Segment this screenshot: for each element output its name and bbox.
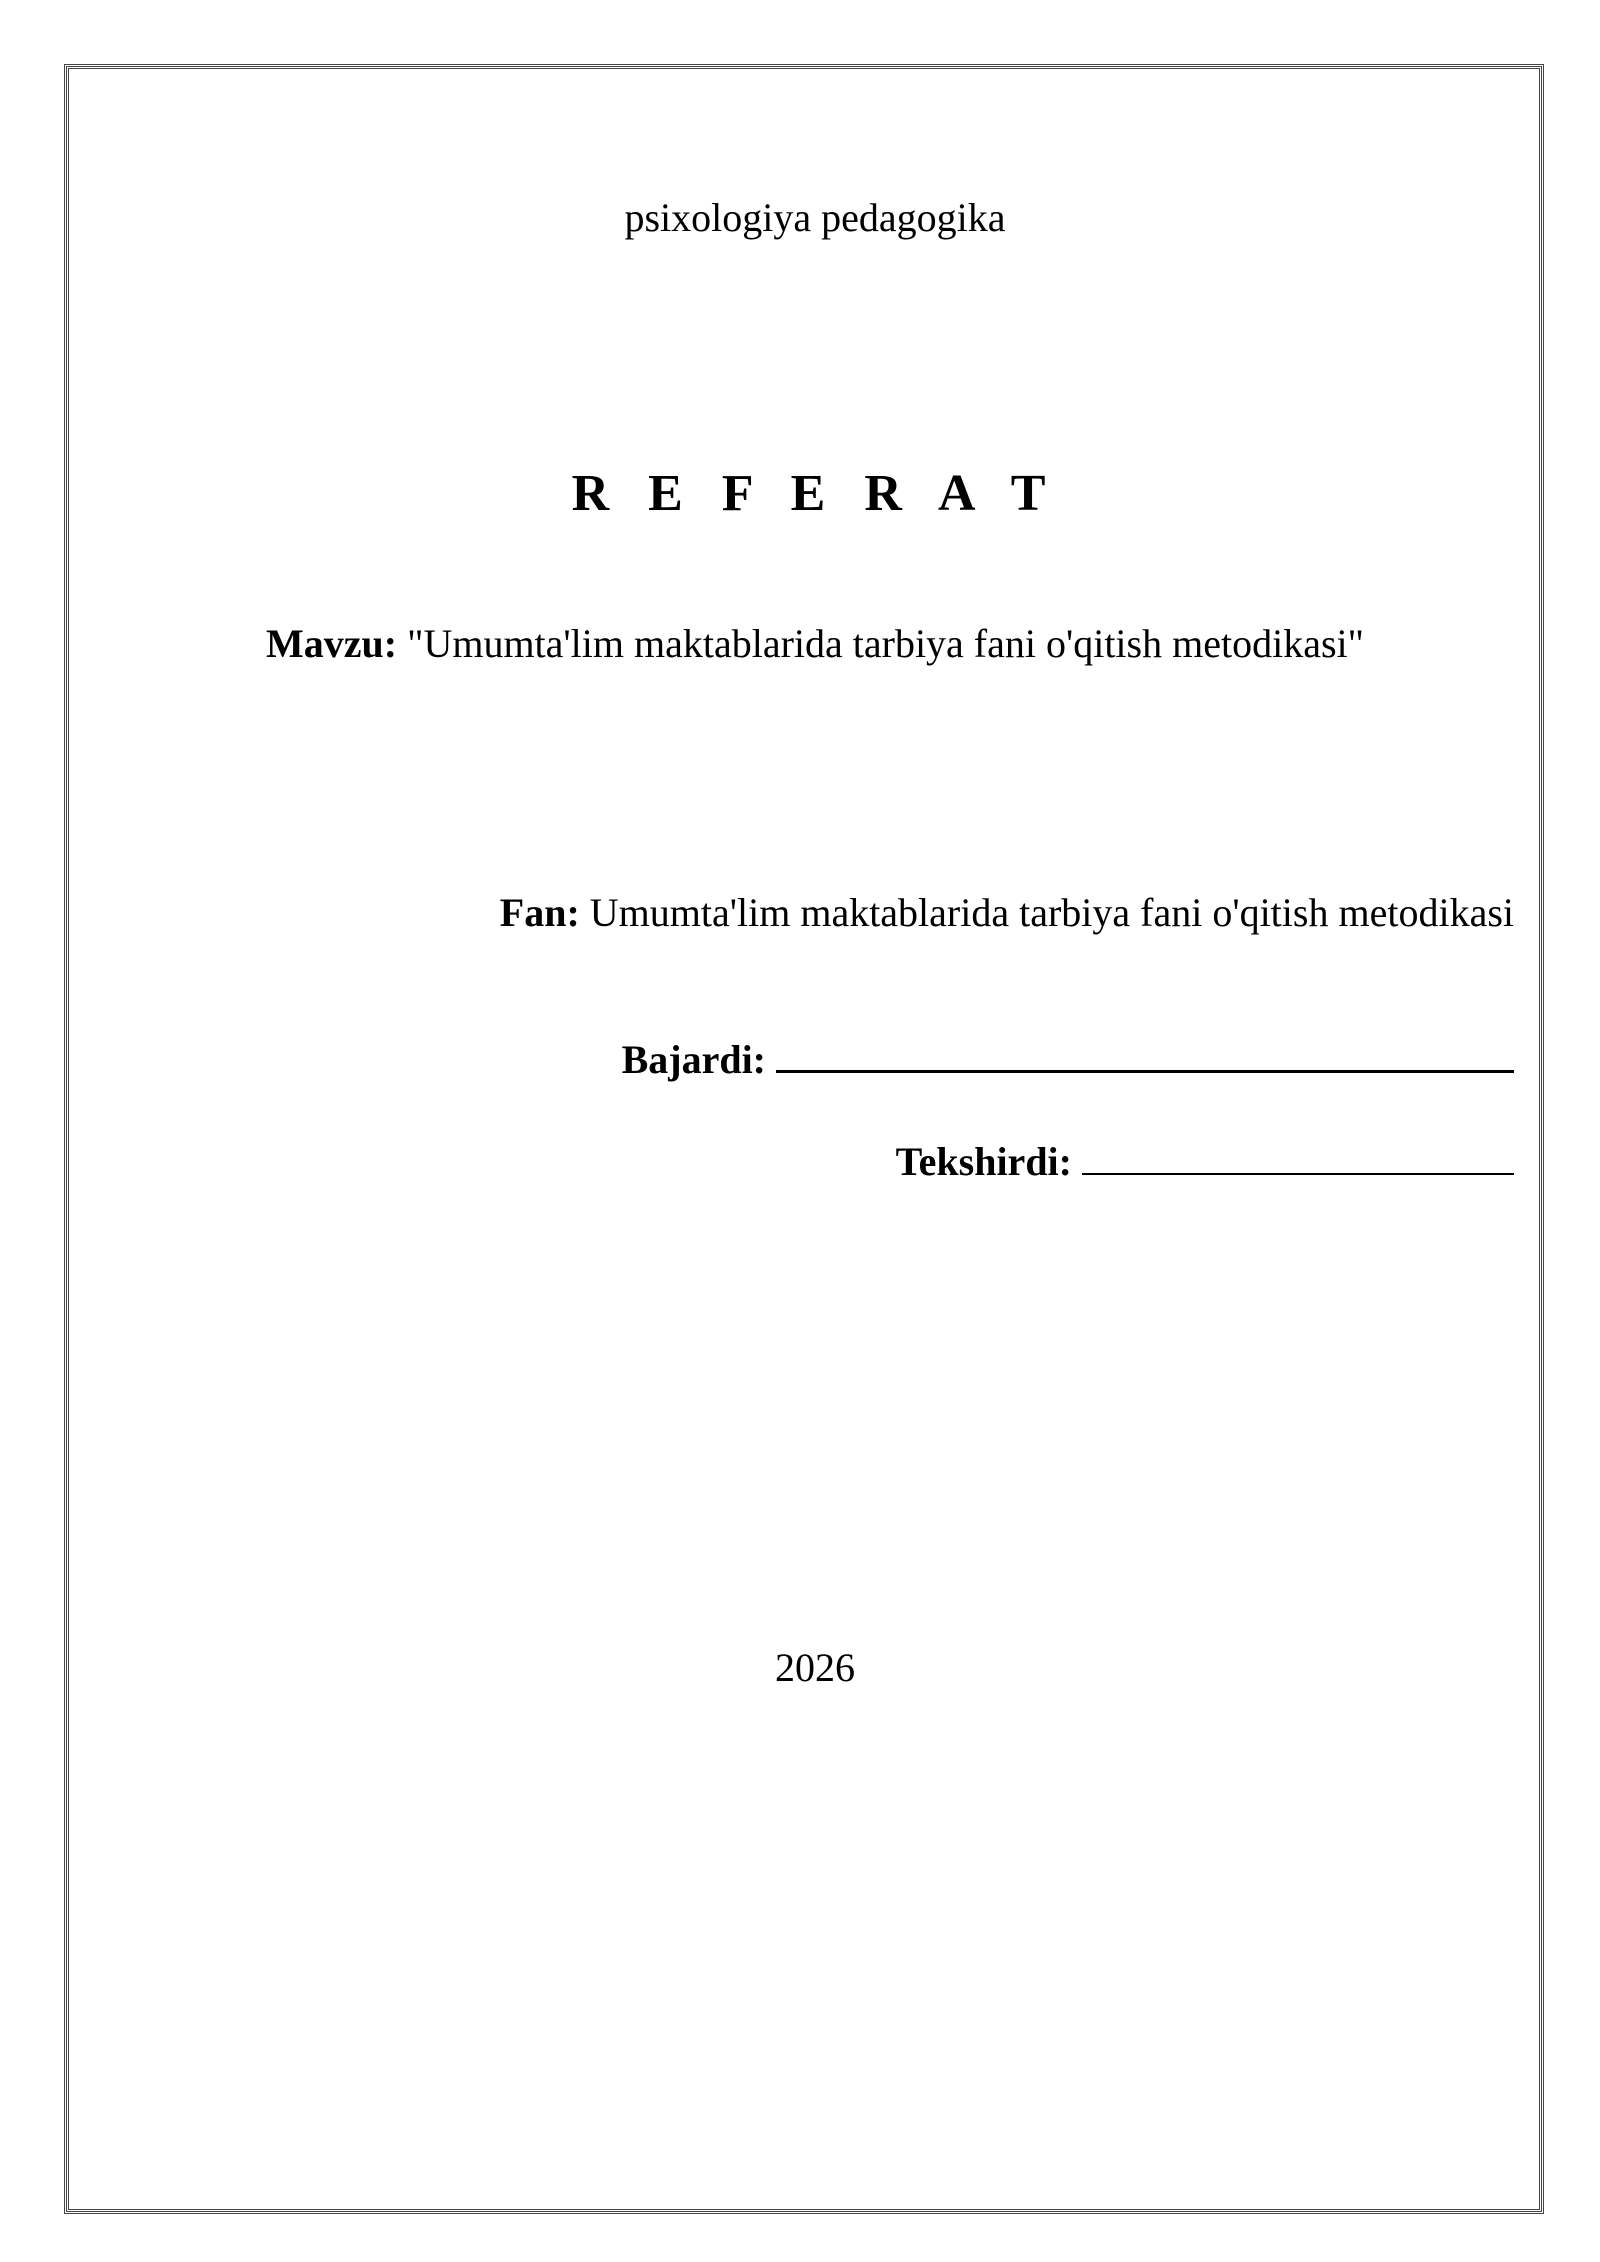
department-name: psixologiya pedagogika (624, 195, 1006, 240)
topic-line (0, 621, 1600, 666)
performer-line (621, 1037, 1514, 1082)
page-border (64, 64, 1544, 2214)
topic-label: Mavzu: (266, 621, 398, 666)
subject-line (499, 890, 1514, 935)
performer-blank (776, 1070, 1514, 1073)
topic-value: "Umumta'lim maktablarida tarbiya fani o'qitish metodikasi" (407, 621, 1364, 666)
checker-label: Tekshirdi: (895, 1139, 1072, 1184)
subject-value: Umumta'lim maktablarida tarbiya fani o'qitish metodikasi (589, 890, 1514, 935)
year: 2026 (775, 1645, 855, 1690)
subject-label: Fan: (499, 890, 580, 935)
checker-line (895, 1139, 1514, 1184)
performer-label: Bajardi: (621, 1037, 766, 1082)
document-title: R E F E R A T (571, 465, 1059, 522)
checker-blank (1082, 1173, 1514, 1175)
